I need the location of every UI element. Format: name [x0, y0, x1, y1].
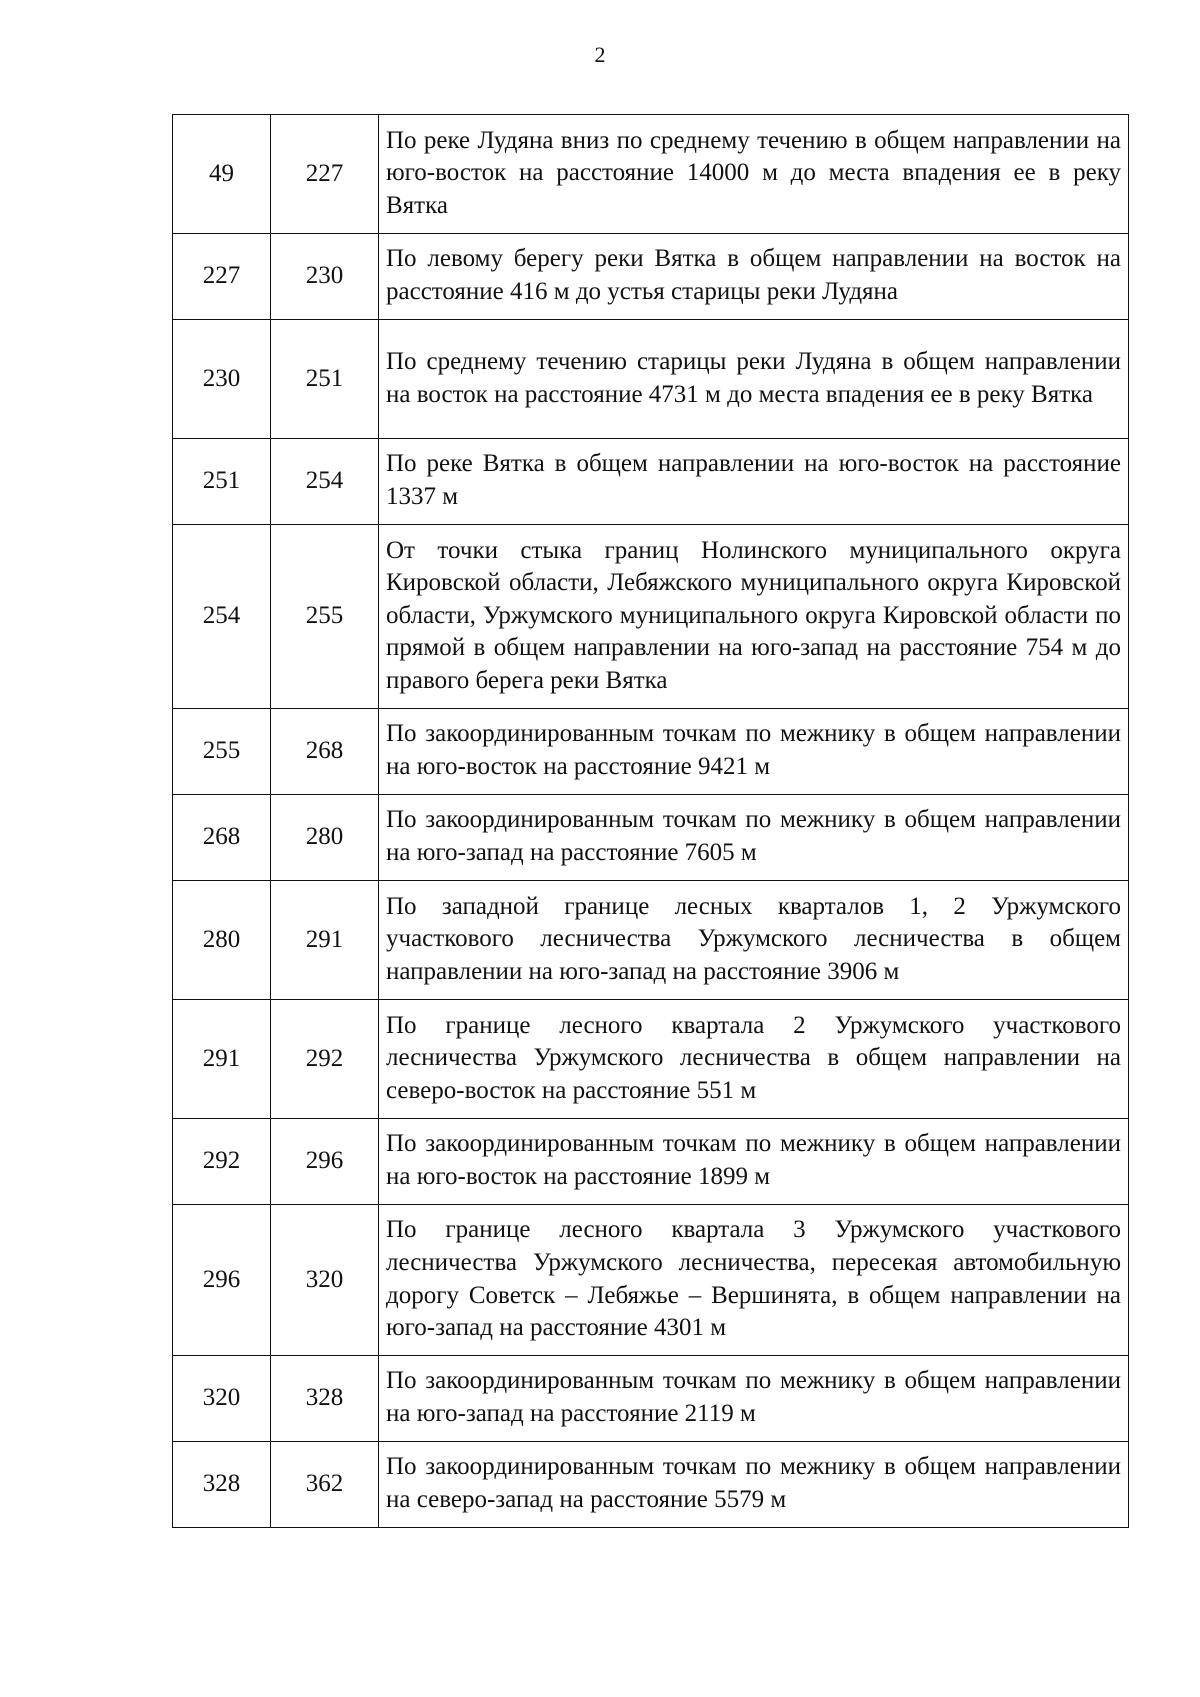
boundary-description — [379, 320, 1129, 439]
point-from: 296 — [173, 1205, 271, 1356]
table-row — [173, 115, 1129, 234]
point-from: 227 — [173, 234, 271, 320]
point-from: 255 — [173, 709, 271, 795]
point-to: 230 — [271, 234, 379, 320]
table-row — [173, 795, 1129, 881]
boundary-description — [379, 795, 1129, 881]
point-to: 251 — [271, 320, 379, 439]
point-from: 320 — [173, 1356, 271, 1442]
boundary-description — [379, 1119, 1129, 1205]
point-to: 291 — [271, 881, 379, 1000]
boundary-description — [379, 234, 1129, 320]
point-to: 255 — [271, 525, 379, 709]
description-text: По закоординированным точкам по межнику в общем направлении на северо-запад на расстояние 5579 м — [386, 1453, 1121, 1513]
point-to: 296 — [271, 1119, 379, 1205]
point-to: 254 — [271, 439, 379, 525]
point-from: 49 — [173, 115, 271, 234]
table-row — [173, 234, 1129, 320]
table-row — [173, 1119, 1129, 1205]
boundary-description — [379, 115, 1129, 234]
point-to: 268 — [271, 709, 379, 795]
point-from: 251 — [173, 439, 271, 525]
point-to: 280 — [271, 795, 379, 881]
boundary-description — [379, 1356, 1129, 1442]
boundary-description — [379, 881, 1129, 1000]
point-from: 254 — [173, 525, 271, 709]
point-to: 292 — [271, 1000, 379, 1119]
point-to: 320 — [271, 1205, 379, 1356]
description-text: По западной границе лесных кварталов 1, 2 Уржумского участкового лесничества Уржумского лесничества в общем направлении на юго-запад на расстояние 3906 м — [386, 892, 1121, 985]
description-text: По границе лесного квартала 2 Уржумского участкового лесничества Уржумского лесничества в общем направлении на северо-восток на расстояние 551 м — [386, 1011, 1121, 1104]
boundary-description — [379, 709, 1129, 795]
description-text: По левому берегу реки Вятка в общем направлении на восток на расстояние 416 м до устья старицы реки Лудяна — [386, 245, 1121, 305]
point-to: 227 — [271, 115, 379, 234]
table-row — [173, 1356, 1129, 1442]
boundary-description — [379, 1205, 1129, 1356]
boundary-description — [379, 525, 1129, 709]
description-text: По реке Лудяна вниз по среднему течению в общем направлении на юго-восток на расстояние 14000 м до места впадения ее в реку Вятка — [386, 126, 1121, 219]
description-text: От точки стыка границ Нолинского муниципального округа Кировской области, Лебяжского муниципального округа Кировской области, Уржумского муниципального округа Кировской области по прямой в общем направлении на юго-запад на расстояние 754 м до правого берега реки Вятка — [386, 536, 1121, 694]
boundary-description — [379, 439, 1129, 525]
description-text: По среднему течению старицы реки Лудяна в общем направлении на восток на расстояние 4731 м до места впадения ее в реку Вятка — [386, 347, 1121, 408]
point-from: 268 — [173, 795, 271, 881]
table-row — [173, 525, 1129, 709]
table-row — [173, 1205, 1129, 1356]
description-text: По закоординированным точкам по межнику в общем направлении на юго-запад на расстояние 7605 м — [386, 806, 1121, 866]
boundary-description-table — [172, 114, 1129, 1528]
boundary-description — [379, 1000, 1129, 1119]
point-from: 328 — [173, 1442, 271, 1528]
description-text: По границе лесного квартала 3 Уржумского участкового лесничества Уржумского лесничества, пересекая автомобильную дорогу Советск – Лебяжье – Вершинята, в общем направлении на юго-запад на расстояние 4301 м — [386, 1216, 1121, 1342]
description-text: По закоординированным точкам по межнику в общем направлении на юго-запад на расстояние 2119 м — [386, 1367, 1121, 1427]
boundary-description — [379, 1442, 1129, 1528]
description-text: По закоординированным точкам по межнику в общем направлении на юго-восток на расстояние 9421 м — [386, 720, 1121, 780]
point-from: 291 — [173, 1000, 271, 1119]
description-text: По закоординированным точкам по межнику в общем направлении на юго-восток на расстояние 1899 м — [386, 1130, 1121, 1190]
table-row — [173, 1442, 1129, 1528]
description-text: По реке Вятка в общем направлении на юго-восток на расстояние 1337 м — [386, 450, 1121, 510]
table-row — [173, 320, 1129, 439]
table-row — [173, 709, 1129, 795]
point-to: 362 — [271, 1442, 379, 1528]
table-row — [173, 881, 1129, 1000]
point-from: 280 — [173, 881, 271, 1000]
table-row — [173, 1000, 1129, 1119]
point-to: 328 — [271, 1356, 379, 1442]
point-from: 230 — [173, 320, 271, 439]
page-number: 2 — [594, 42, 606, 67]
table-row — [173, 439, 1129, 525]
point-from: 292 — [173, 1119, 271, 1205]
